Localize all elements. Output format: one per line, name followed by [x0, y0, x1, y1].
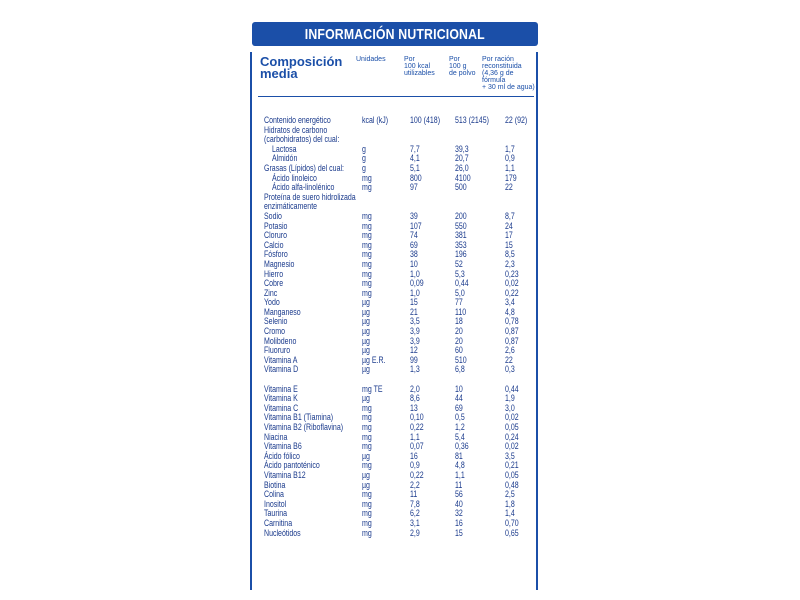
unit-cell: µg: [362, 345, 370, 356]
nutrient-name: Cloruro: [264, 230, 288, 241]
per-kcal-cell: 2,2: [410, 479, 420, 490]
nutrition-title-bar: [252, 22, 538, 46]
per-100g-cell: 1,1: [455, 469, 465, 480]
per-kcal-cell: 1,0: [410, 287, 420, 298]
table-row: [264, 490, 540, 500]
per-ration-cell: 0,22: [505, 287, 519, 298]
unit-cell: mg: [362, 441, 372, 452]
unit-cell: g: [362, 162, 366, 173]
per-kcal-cell: 0,10: [410, 412, 424, 423]
unit-cell: mg: [362, 278, 372, 289]
nutrient-name: Nucleótidos: [264, 527, 301, 538]
per-kcal-cell: 13: [410, 402, 418, 413]
per-kcal-cell: 8,6: [410, 393, 420, 404]
table-row: [264, 270, 540, 280]
unit-cell: mg: [362, 527, 372, 538]
unit-cell: mg: [362, 182, 372, 193]
per-ration-cell: 3,4: [505, 297, 515, 308]
per-ration-cell: 3,0: [505, 402, 515, 413]
unit-cell: µg: [362, 297, 370, 308]
unit-cell: mg: [362, 508, 372, 519]
unit-cell: mg: [362, 431, 372, 442]
nutrient-name: Hierro: [264, 268, 284, 279]
per-100g-cell: 10: [455, 383, 463, 394]
table-row: [264, 346, 540, 356]
per-ration-cell: 15: [505, 239, 513, 250]
per-ration-cell: 0,9: [505, 153, 515, 164]
per-kcal-cell: 107: [410, 220, 422, 231]
unit-cell: mg: [362, 489, 372, 500]
per-100g-cell: 52: [455, 258, 463, 269]
per-kcal-cell: 1,0: [410, 268, 420, 279]
nutrient-name: Ácido alfa-linolénico: [272, 182, 335, 193]
nutrient-name: Grasas (Lípidos) del cual:: [264, 162, 344, 173]
per-100g-cell: 110: [455, 306, 467, 317]
per-kcal-cell: 100 (418): [410, 115, 441, 125]
per-ration-cell: 0,70: [505, 517, 519, 528]
nutrient-name: Ácido linoleico: [272, 172, 317, 183]
per-ration-cell: 0,48: [505, 479, 519, 490]
table-row: [264, 212, 540, 222]
per-kcal-cell: 21: [410, 306, 418, 317]
unit-cell: µg E.R.: [362, 354, 386, 365]
unit-cell: mg: [362, 210, 372, 221]
unit-cell: µg: [362, 316, 370, 327]
table-row: [264, 145, 540, 155]
table-row: [264, 289, 540, 299]
per-kcal-cell: 3,9: [410, 326, 420, 337]
table-row: [264, 260, 540, 270]
nutrient-name: Potasio: [264, 220, 288, 231]
unit-cell: µg: [362, 335, 370, 346]
per-kcal-cell: 39: [410, 210, 418, 221]
per-ration-cell: 0,02: [505, 412, 519, 423]
nutrient-name: Molibdeno: [264, 335, 297, 346]
per-ration-cell: 2,3: [505, 258, 515, 269]
header-per-ration: Por ración reconstituida (4,36 g de fórmula + 30 ml de agua): [482, 56, 535, 91]
per-kcal-cell: 12: [410, 345, 418, 356]
per-100g-cell: 381: [455, 230, 467, 241]
nutrient-name: Ácido fólico: [264, 450, 300, 461]
unit-cell: mg: [362, 230, 372, 241]
per-100g-cell: 11: [455, 479, 463, 490]
nutrient-name: Vitamina D: [264, 364, 299, 375]
per-ration-cell: 1,9: [505, 393, 515, 404]
nutrient-name: Sodio: [264, 210, 282, 221]
table-row: [264, 222, 540, 232]
per-100g-cell: 200: [455, 210, 467, 221]
nutrient-name: Manganeso: [264, 306, 301, 317]
unit-cell: µg: [362, 326, 370, 337]
nutrient-name: Vitamina B12: [264, 469, 306, 480]
per-100g-cell: 15: [455, 527, 463, 538]
nutrient-name: Vitamina B1 (Tiamina): [264, 412, 334, 423]
unit-cell: µg: [362, 393, 370, 404]
per-ration-cell: 24: [505, 220, 513, 231]
per-100g-cell: 0,36: [455, 441, 469, 452]
per-ration-cell: 0,24: [505, 431, 519, 442]
per-100g-cell: 18: [455, 316, 463, 327]
nutrient-name: Cobre: [264, 278, 284, 289]
nutrient-name: Vitamina E: [264, 383, 298, 394]
per-100g-cell: 196: [455, 249, 467, 260]
unit-cell: mg: [362, 258, 372, 269]
header-units: Unidades: [356, 56, 386, 63]
per-kcal-cell: 3,9: [410, 335, 420, 346]
per-100g-cell: 6,8: [455, 364, 465, 375]
per-kcal-cell: 1,3: [410, 364, 420, 375]
header-per-100g: Por 100 g de polvo: [449, 56, 476, 77]
nutrient-name: Zinc: [264, 287, 278, 298]
table-row: [264, 241, 540, 251]
per-ration-cell: 17: [505, 230, 513, 241]
nutrient-name: Selenio: [264, 316, 288, 327]
per-100g-cell: 81: [455, 450, 463, 461]
per-kcal-cell: 7,8: [410, 498, 420, 509]
nutrient-name: Cromo: [264, 326, 286, 337]
nutrient-name: Fósforo: [264, 249, 288, 260]
per-ration-cell: 2,5: [505, 489, 515, 500]
per-ration-cell: 2,6: [505, 345, 515, 356]
per-kcal-cell: 6,2: [410, 508, 420, 519]
per-100g-cell: 5,3: [455, 268, 465, 279]
unit-cell: µg: [362, 479, 370, 490]
table-row: [264, 317, 540, 327]
per-kcal-cell: 10: [410, 258, 418, 269]
per-kcal-cell: 0,09: [410, 278, 424, 289]
per-kcal-cell: 3,1: [410, 517, 420, 528]
table-row: [264, 202, 540, 212]
unit-cell: µg: [362, 450, 370, 461]
per-100g-cell: 69: [455, 402, 463, 413]
nutrient-name: Proteína de suero hidrolizada: [264, 191, 356, 202]
unit-cell: g: [362, 143, 366, 154]
unit-cell: g: [362, 153, 366, 164]
per-kcal-cell: 38: [410, 249, 418, 260]
nutrition-table-frame: [250, 52, 538, 590]
nutrient-name: Vitamina B6: [264, 441, 302, 452]
unit-cell: mg: [362, 517, 372, 528]
per-ration-cell: 179: [505, 172, 517, 183]
per-100g-cell: 20,7: [455, 153, 469, 164]
per-100g-cell: 40: [455, 498, 463, 509]
unit-cell: mg: [362, 239, 372, 250]
unit-cell: mg: [362, 460, 372, 471]
table-row: [264, 442, 540, 452]
table-row: [264, 500, 540, 510]
per-kcal-cell: 2,9: [410, 527, 420, 538]
unit-cell: kcal (kJ): [362, 115, 389, 125]
per-100g-cell: 510: [455, 354, 467, 365]
per-ration-cell: 22 (92): [505, 115, 528, 125]
per-100g-cell: 32: [455, 508, 463, 519]
table-row: [264, 135, 540, 145]
per-100g-cell: 5,4: [455, 431, 465, 442]
unit-cell: µg: [362, 306, 370, 317]
unit-cell: mg: [362, 412, 372, 423]
per-ration-cell: 4,8: [505, 306, 515, 317]
per-100g-cell: 16: [455, 517, 463, 528]
per-kcal-cell: 69: [410, 239, 418, 250]
per-kcal-cell: 97: [410, 182, 418, 193]
per-100g-cell: 353: [455, 239, 467, 250]
per-ration-cell: 3,5: [505, 450, 515, 461]
table-row: [264, 461, 540, 471]
nutrient-name: Vitamina A: [264, 354, 298, 365]
per-ration-cell: 0,02: [505, 441, 519, 452]
per-100g-cell: 56: [455, 489, 463, 500]
per-100g-cell: 26,0: [455, 162, 469, 173]
nutrient-name: Lactosa: [272, 143, 297, 154]
per-100g-cell: 0,5: [455, 412, 465, 423]
nutrient-name: Calcio: [264, 239, 284, 250]
nutrition-panel: [250, 22, 540, 592]
unit-cell: mg TE: [362, 383, 383, 394]
per-100g-cell: 39,3: [455, 143, 469, 154]
per-ration-cell: 0,05: [505, 422, 519, 432]
page-title: INFORMACIÓN NUTRICIONAL: [304, 25, 486, 43]
per-100g-cell: 550: [455, 220, 467, 231]
table-row: [264, 519, 540, 529]
per-ration-cell: 0,78: [505, 316, 519, 327]
nutrient-name: Almidón: [272, 153, 298, 164]
table-row: [264, 394, 540, 404]
per-kcal-cell: 0,22: [410, 469, 424, 480]
per-ration-cell: 0,21: [505, 460, 519, 471]
per-kcal-cell: 0,9: [410, 460, 420, 471]
per-ration-cell: 1,7: [505, 143, 515, 154]
table-header: [258, 56, 538, 96]
nutrient-name: Fluoruro: [264, 345, 291, 356]
nutrient-name: Contenido energético: [264, 115, 331, 125]
per-kcal-cell: 0,22: [410, 422, 424, 432]
per-ration-cell: 1,8: [505, 498, 515, 509]
per-kcal-cell: 800: [410, 172, 422, 183]
per-100g-cell: 4100: [455, 172, 471, 183]
per-ration-cell: 1,4: [505, 508, 515, 519]
per-ration-cell: 0,65: [505, 527, 519, 538]
table-row: [264, 385, 540, 395]
per-ration-cell: 0,3: [505, 364, 515, 375]
table-row: [264, 471, 540, 481]
per-kcal-cell: 11: [410, 489, 418, 500]
per-kcal-cell: 0,07: [410, 441, 424, 452]
per-ration-cell: 8,7: [505, 210, 515, 221]
per-ration-cell: 0,87: [505, 335, 519, 346]
nutrient-name: Ácido pantoténico: [264, 460, 320, 471]
unit-cell: mg: [362, 422, 372, 432]
header-per-kcal: Por 100 kcal utilizables: [404, 56, 435, 77]
per-ration-cell: 0,87: [505, 326, 519, 337]
per-kcal-cell: 16: [410, 450, 418, 461]
nutrient-name: Colina: [264, 489, 284, 500]
unit-cell: mg: [362, 498, 372, 509]
table-row: [264, 423, 540, 433]
table-row: [264, 231, 540, 241]
table-row: [264, 298, 540, 308]
per-kcal-cell: 4,1: [410, 153, 420, 164]
header-composition: Composición media: [260, 54, 343, 81]
nutrient-name: Magnesio: [264, 258, 295, 269]
per-kcal-cell: 15: [410, 297, 418, 308]
nutrient-name: Inositol: [264, 498, 287, 509]
per-100g-cell: 20: [455, 326, 463, 337]
unit-cell: mg: [362, 220, 372, 231]
per-100g-cell: 60: [455, 345, 463, 356]
table-row: [264, 250, 540, 260]
nutrient-name: enzimáticamente: [264, 201, 318, 212]
per-kcal-cell: 1,1: [410, 431, 420, 442]
per-ration-cell: 0,23: [505, 268, 519, 279]
per-100g-cell: 44: [455, 393, 463, 404]
unit-cell: µg: [362, 364, 370, 375]
table-row: [264, 433, 540, 443]
table-row: [264, 356, 540, 366]
per-kcal-cell: 5,1: [410, 162, 420, 173]
nutrient-name: Biotina: [264, 479, 286, 490]
nutrient-name: (carbohidratos) del cual:: [264, 134, 340, 145]
nutrient-name: Vitamina B2 (Riboflavina): [264, 422, 344, 432]
per-kcal-cell: 7,7: [410, 143, 420, 154]
per-ration-cell: 1,1: [505, 162, 515, 173]
per-ration-cell: 0,44: [505, 383, 519, 394]
nutrient-name: Vitamina C: [264, 402, 299, 413]
table-row: [264, 308, 540, 318]
nutrient-name: Yodo: [264, 297, 280, 308]
unit-cell: mg: [362, 249, 372, 260]
per-kcal-cell: 3,5: [410, 316, 420, 327]
per-ration-cell: 0,02: [505, 278, 519, 289]
unit-cell: mg: [362, 268, 372, 279]
per-kcal-cell: 74: [410, 230, 418, 241]
unit-cell: mg: [362, 172, 372, 183]
unit-cell: mg: [362, 402, 372, 413]
per-ration-cell: 22: [505, 354, 513, 365]
table-row: [264, 509, 540, 519]
table-row: [264, 529, 540, 539]
header-divider: [258, 96, 534, 97]
table-row: [264, 375, 540, 385]
table-row: [264, 327, 540, 337]
table-row: [264, 365, 540, 375]
per-100g-cell: 500: [455, 182, 467, 193]
nutrition-rows: [264, 116, 540, 538]
nutrient-name: Taurina: [264, 508, 288, 519]
unit-cell: mg: [362, 287, 372, 298]
per-100g-cell: 20: [455, 335, 463, 346]
per-100g-cell: 5,0: [455, 287, 465, 298]
per-100g-cell: 513 (2145): [455, 115, 489, 125]
per-ration-cell: 22: [505, 182, 513, 193]
unit-cell: µg: [362, 469, 370, 480]
per-kcal-cell: 2,0: [410, 383, 420, 394]
table-row: [264, 279, 540, 289]
per-100g-cell: 77: [455, 297, 463, 308]
per-ration-cell: 0,05: [505, 469, 519, 480]
per-100g-cell: 4,8: [455, 460, 465, 471]
per-100g-cell: 1,2: [455, 422, 465, 432]
table-row: [264, 481, 540, 491]
per-ration-cell: 8,5: [505, 249, 515, 260]
nutrient-name: Carnitina: [264, 517, 293, 528]
nutrient-name: Vitamina K: [264, 393, 298, 404]
nutrient-name: Hidratos de carbono: [264, 124, 328, 135]
nutrient-name: Niacina: [264, 431, 288, 442]
per-100g-cell: 0,44: [455, 278, 469, 289]
table-row: [264, 337, 540, 347]
per-kcal-cell: 99: [410, 354, 418, 365]
